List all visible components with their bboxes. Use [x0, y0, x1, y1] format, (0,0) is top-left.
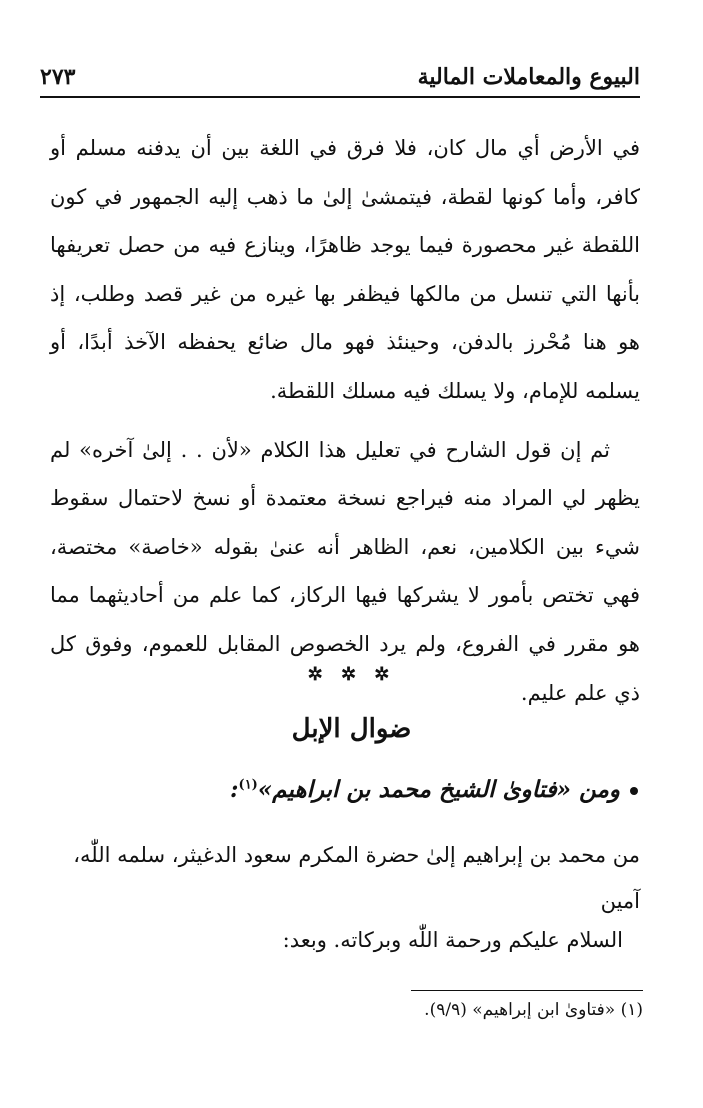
bullet-icon [630, 787, 638, 795]
body-text [50, 124, 640, 717]
source-line [230, 776, 638, 803]
footnote-reference: (١) [238, 777, 258, 793]
source-colon: : [230, 776, 239, 803]
section-separator: ✲ ✲ ✲ [307, 664, 396, 685]
letter-line: من محمد بن إبراهيم إلىٰ حضرة المكرم سعود الدغيثر، سلمه اللّٰه، [73, 843, 640, 867]
page-header [40, 60, 640, 98]
letter-greeting: السلام عليكم ورحمة اللّٰه وبركاته. وبعد: [282, 928, 623, 952]
section-heading: ضوال الإبل [291, 714, 412, 744]
letter-line: آمين [600, 889, 640, 913]
page-number: ٢٧٣ [40, 64, 76, 90]
footnote-divider [411, 990, 643, 991]
paragraph: في الأرض أي مال كان، فلا فرق في اللغة بين أن يدفنه مسلم أو كافر، وأما كونها لقطة، فيتمشىٰ إلىٰ ما ذهب إليه الجمهور في كون اللقطة غير محصورة فيما يوجد ظاهرًا، وينازع فيه من حصل تعريفها بأنها التي تنسل من مالكها فيظفر بها غيره من غير قصد وطلب، إذ هو هنا مُحْرز بالدفن، وحينئذ فهو مال ضائع يحفظه الآخذ أبدًا، أو يسلمه للإمام، ولا يسلك فيه مسلك اللقطة. [50, 136, 640, 403]
source-title: ومن «فتاوىٰ الشيخ محمد بن ابراهيم» [257, 776, 620, 803]
footnote: (١) «فتاوىٰ ابن إبراهيم» (٩/٩). [424, 1000, 643, 1020]
running-title: البيوع والمعاملات المالية [417, 64, 640, 90]
letter-opening [50, 832, 640, 924]
paragraph: ثم إن قول الشارح في تعليل هذا الكلام «لأن . . إلىٰ آخره» لم يظهر لي المراد منه فيراجع نسخة معتمدة أو نسخ لاحتمال سقوط شيء بين الكلامين، نعم، الظاهر أنه عنىٰ بقوله «خاصة» مختصة، فهي تختص بأمور لا يشركها فيها الركاز، كما علم من أحاديثهما مما هو مقرر في الفروع، ولم يرد الخصوص المقابل للعموم، وفوق كل ذي علم عليم. [50, 437, 640, 705]
